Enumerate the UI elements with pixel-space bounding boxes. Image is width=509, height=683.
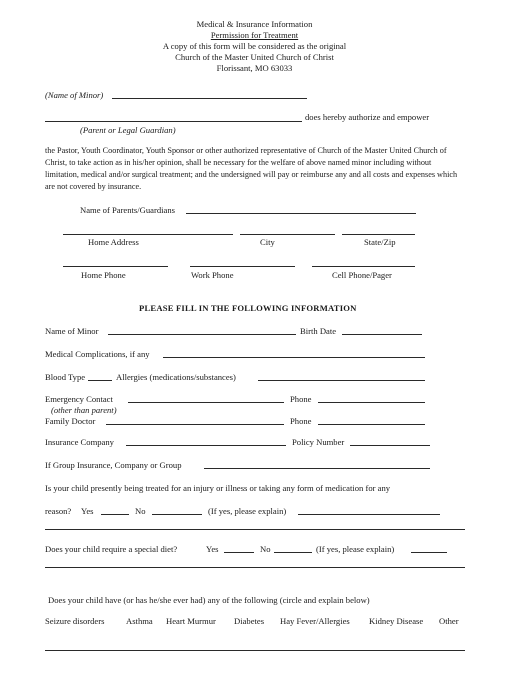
conditions-question: Does your child have (or has he/she ever had) any of the following (circle and explain below) — [48, 595, 370, 605]
home-address-label: Home Address — [88, 237, 139, 247]
cell-phone-label: Cell Phone/Pager — [332, 270, 392, 280]
minor-name-label: (Name of Minor) — [45, 90, 104, 100]
conditions-explain-line[interactable] — [45, 650, 465, 651]
policy-number-field[interactable] — [350, 445, 430, 446]
parents-name-field[interactable] — [186, 213, 416, 214]
diet-yes-field[interactable] — [224, 552, 254, 553]
treatment-yes-field[interactable] — [101, 514, 129, 515]
church-location: Florissant, MO 63033 — [216, 63, 293, 73]
treatment-no-label: No — [135, 506, 146, 516]
family-doctor-field[interactable] — [106, 424, 284, 425]
medical-complications-label: Medical Complications, if any — [45, 349, 150, 359]
doctor-phone-field[interactable] — [318, 424, 425, 425]
condition-other[interactable]: Other — [439, 616, 459, 626]
allergies-label: Allergies (medications/substances) — [116, 372, 236, 382]
emergency-contact-field[interactable] — [128, 402, 284, 403]
diet-question: Does your child require a special diet? — [45, 544, 178, 554]
treatment-explain-line[interactable] — [45, 529, 465, 530]
home-phone-field[interactable] — [63, 266, 168, 267]
copy-notice: A copy of this form will be considered as the original — [162, 41, 347, 51]
authorize-text: does hereby authorize and empower — [305, 112, 430, 122]
condition-diabetes[interactable]: Diabetes — [234, 616, 265, 626]
group-insurance-field[interactable] — [204, 468, 430, 469]
condition-kidney[interactable]: Kidney Disease — [369, 616, 424, 626]
city-label: City — [260, 237, 275, 247]
condition-seizure[interactable]: Seizure disorders — [45, 616, 105, 626]
treatment-no-field[interactable] — [152, 514, 202, 515]
work-phone-label: Work Phone — [191, 270, 234, 280]
cell-phone-field[interactable] — [312, 266, 415, 267]
blood-type-label: Blood Type — [45, 372, 86, 382]
authorization-paragraph: the Pastor, Youth Coordinator, Youth Sponsor or other authorized representative of Church of the Master United Church of Christ, to take action as in his/her opinion, shall be necessary for the welfare of above named minor including without limitation, medical and/or surgical treatment; and the undersigned will pay or reimburse any and all costs and expenses which are not covered by insurance. — [45, 146, 458, 191]
parents-name-label: Name of Parents/Guardians — [80, 205, 175, 215]
diet-explain-label: (If yes, please explain) — [316, 544, 395, 554]
diet-no-label: No — [260, 544, 271, 554]
state-zip-label: State/Zip — [364, 237, 396, 247]
church-name: Church of the Master United Church of Christ — [175, 52, 334, 62]
emergency-phone-field[interactable] — [318, 402, 425, 403]
form-title: Medical & Insurance Information — [196, 19, 313, 29]
state-zip-field[interactable] — [342, 234, 415, 235]
guardian-name-field[interactable] — [45, 121, 302, 122]
diet-yes-label: Yes — [206, 544, 219, 554]
form-subtitle: Permission for Treatment — [210, 30, 299, 40]
treatment-explain-label: (If yes, please explain) — [208, 506, 287, 516]
city-field[interactable] — [240, 234, 335, 235]
phone-label-2: Phone — [290, 416, 312, 426]
name-of-minor-field[interactable] — [108, 334, 296, 335]
home-phone-label: Home Phone — [81, 270, 126, 280]
insurance-company-field[interactable] — [126, 445, 286, 446]
guardian-label: (Parent or Legal Guardian) — [80, 125, 176, 135]
name-of-minor-label: Name of Minor — [45, 326, 99, 336]
insurance-company-label: Insurance Company — [45, 437, 114, 447]
emergency-contact-label: Emergency Contact — [45, 394, 113, 404]
allergies-field[interactable] — [258, 380, 425, 381]
treatment-yes-label: Yes — [81, 506, 94, 516]
group-insurance-label: If Group Insurance, Company or Group — [45, 460, 182, 470]
treatment-reason-label: reason? — [45, 506, 72, 516]
condition-asthma[interactable]: Asthma — [126, 616, 153, 626]
diet-explain-field[interactable] — [411, 552, 447, 553]
diet-explain-line[interactable] — [45, 567, 465, 568]
section-title: PLEASE FILL IN THE FOLLOWING INFORMATION — [139, 303, 357, 313]
policy-number-label: Policy Number — [292, 437, 345, 447]
phone-label-1: Phone — [290, 394, 312, 404]
birth-date-field[interactable] — [342, 334, 422, 335]
medical-complications-field[interactable] — [163, 357, 425, 358]
condition-hay-fever[interactable]: Hay Fever/Allergies — [280, 616, 350, 626]
blood-type-field[interactable] — [88, 380, 112, 381]
treatment-explain-field[interactable] — [298, 514, 440, 515]
family-doctor-label: Family Doctor — [45, 416, 96, 426]
diet-no-field[interactable] — [274, 552, 312, 553]
emergency-note: (other than parent) — [51, 405, 117, 415]
minor-name-field[interactable] — [112, 98, 307, 99]
birth-date-label: Birth Date — [300, 326, 337, 336]
condition-heart-murmur[interactable]: Heart Murmur — [166, 616, 216, 626]
home-address-field[interactable] — [63, 234, 233, 235]
work-phone-field[interactable] — [190, 266, 295, 267]
treatment-question: Is your child presently being treated for an injury or illness or taking any form of medication for any — [45, 483, 391, 493]
